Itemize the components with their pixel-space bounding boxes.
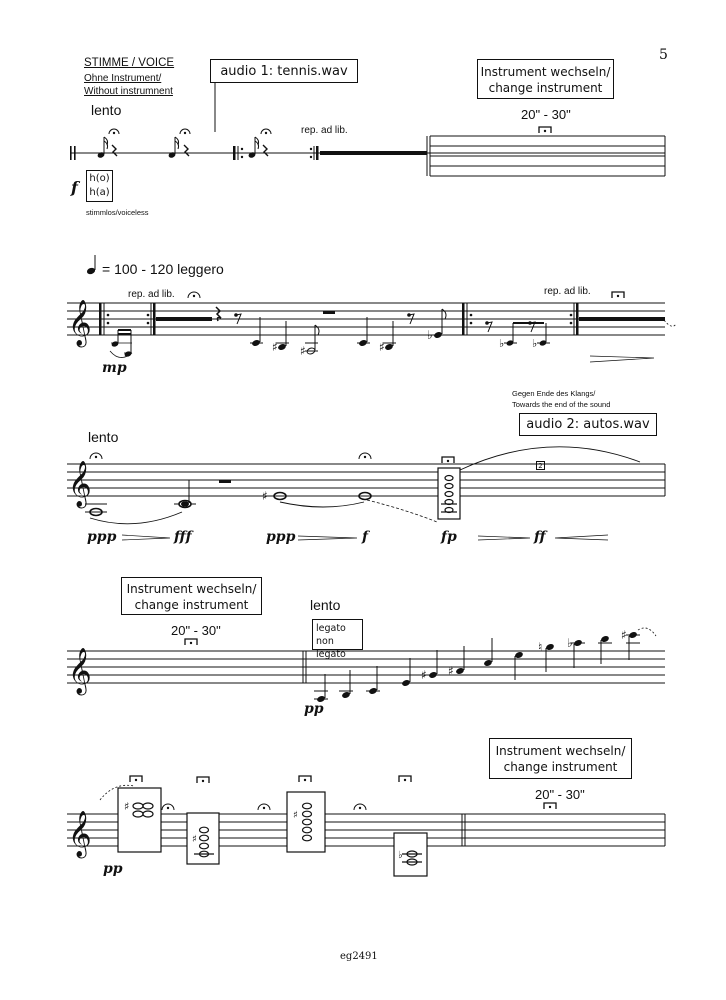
svg-text:♯: ♯ [379,340,385,354]
svg-text:♯: ♯ [124,800,130,813]
audio-cue-label-1: audio 1: tennis.wav [220,64,348,79]
dynamic-ppp-2: ppp [266,529,296,545]
svg-text:♯: ♯ [621,628,627,642]
svg-text:♭: ♭ [567,636,573,650]
svg-text:♯: ♯ [300,344,306,358]
change-instrument-de-1: Instrument wechseln/ [480,65,611,79]
svg-text:𝄞: 𝄞 [68,648,92,694]
change-instrument-en-3: change instrument [503,760,618,774]
svg-text:♭: ♭ [532,337,538,350]
dynamic-fp: fp [441,529,457,545]
svg-text:♯: ♯ [448,664,454,678]
duration-3: 20" - 30" [535,787,585,802]
dynamic-ff: ff [534,529,546,545]
change-instrument-en-2: change instrument [134,598,249,612]
footer-catalog-number: eg2491 [340,951,378,962]
change-instrument-de-3: Instrument wechseln/ [495,744,626,758]
svg-text:♯: ♯ [293,810,298,821]
towards-end-note-de: Gegen Ende des Klangs/ [512,389,596,398]
svg-text:♮: ♮ [538,640,543,654]
voice-label: STIMME / VOICE [84,57,175,69]
svg-text:♭: ♭ [398,850,403,861]
svg-text:♯: ♯ [272,340,278,354]
dynamic-fff: fff [174,529,192,545]
dynamic-f-2: f [362,529,369,545]
rep-ad-lib-2: rep. ad lib. [128,289,175,300]
svg-text:♭: ♭ [499,337,505,350]
towards-end-note-en: Towards the end of the sound [512,400,611,409]
tempo-lento-1: lento [91,102,122,118]
phoneme-ho: h(o) [89,173,110,184]
ohne-instrument-label: Ohne Instrument/ [84,73,162,84]
svg-text:♯: ♯ [421,668,427,682]
tempo-mark: = 100 - 120 leggero [102,261,224,277]
tempo-lento-3: lento [310,597,341,613]
svg-text:♭: ♭ [427,328,433,342]
svg-text:𝄞: 𝄞 [68,811,92,857]
tempo-lento-2: lento [88,429,119,445]
duration-2: 20" - 30" [171,623,221,638]
dynamic-pp-1: pp [304,701,324,717]
phoneme-ha: h(a) [89,187,110,198]
dynamic-ppp-1: ppp [87,529,117,545]
rep-ad-lib-3: rep. ad lib. [544,286,591,297]
cue-number: 2 [538,462,543,470]
audio-cue-label-2: audio 2: autos.wav [526,417,650,432]
svg-text:𝄞: 𝄞 [68,461,92,507]
voiceless-label: stimmlos/voiceless [86,208,149,217]
non-legato-label: non legato [316,636,346,660]
rep-ad-lib-1: rep. ad lib. [301,125,348,136]
dynamic-pp-2: pp [103,861,123,877]
change-instrument-en-1: change instrument [488,81,603,95]
page-number: 5 [659,47,668,63]
legato-label: legato [316,623,346,634]
without-instrument-label: Without instrumnent [84,86,173,97]
svg-text:𝄞: 𝄞 [68,300,92,346]
svg-text:♯: ♯ [192,834,197,845]
change-instrument-de-2: Instrument wechseln/ [126,582,257,596]
duration-1: 20" - 30" [521,107,571,122]
dynamic-f-1: f [71,178,78,197]
svg-text:♯: ♯ [262,489,268,503]
dynamic-mp: mp [102,360,127,376]
